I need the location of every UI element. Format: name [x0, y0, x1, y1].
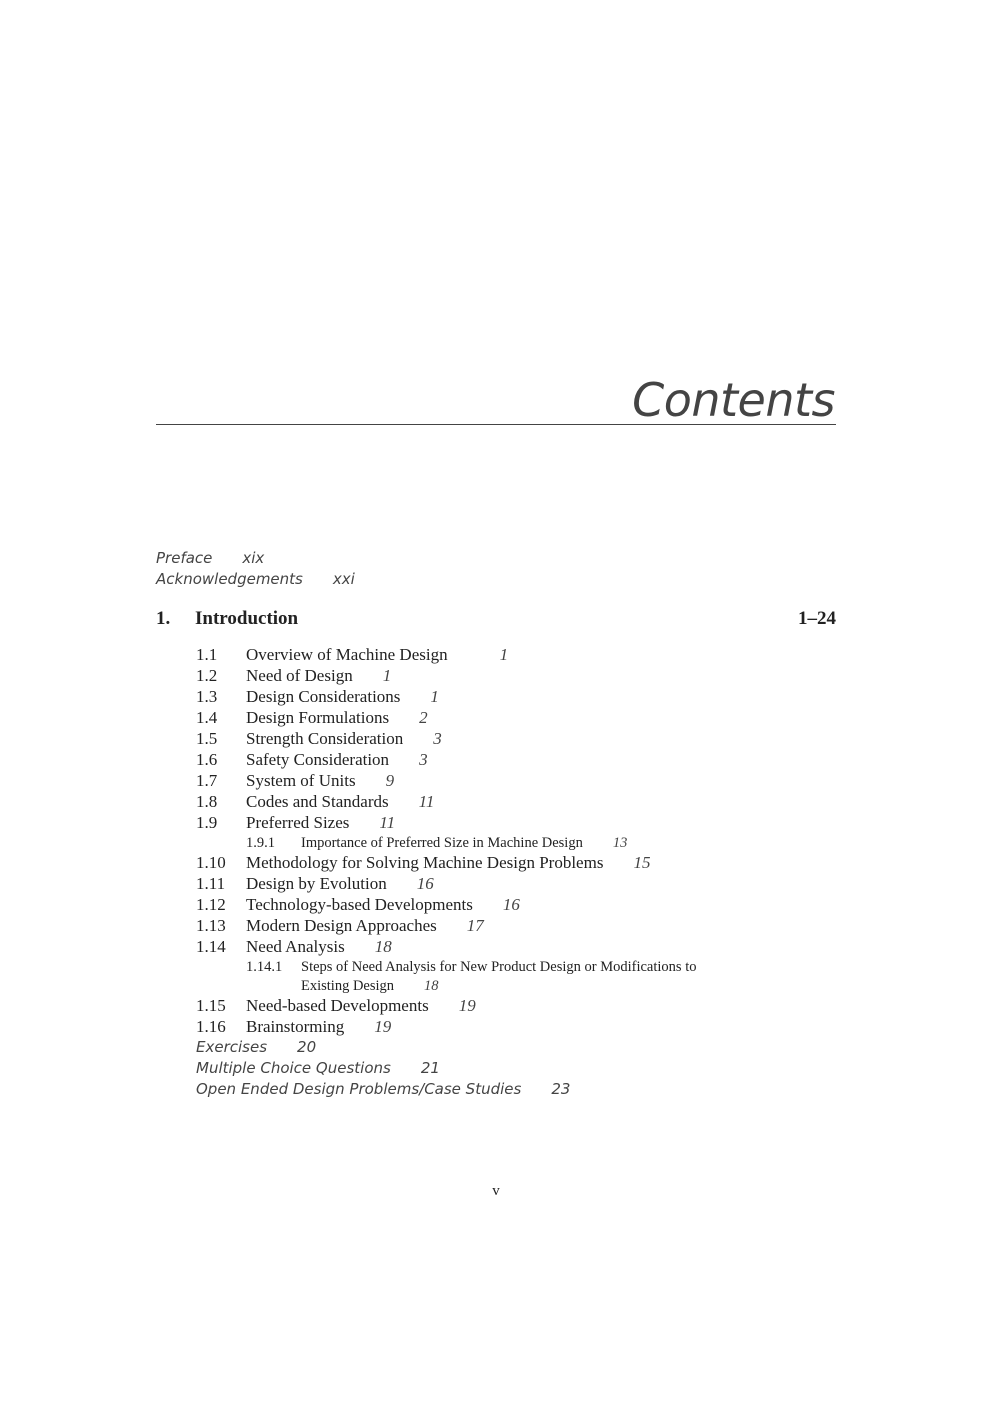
subsection-page: 18	[424, 978, 439, 994]
subsection-title: Steps of Need Analysis for New Product Design or Modifications to	[301, 959, 697, 975]
entry-page: 21	[420, 1059, 440, 1077]
section-page: 1	[382, 666, 392, 685]
entry-label: Multiple Choice Questions	[196, 1059, 391, 1077]
section-title: Design Considerations	[246, 687, 401, 706]
section-page: 18	[374, 937, 392, 956]
page-title: Contents	[632, 373, 835, 427]
section-title: Need Analysis	[246, 937, 345, 956]
section-page: 9	[385, 771, 395, 790]
section-title-wrap	[246, 707, 428, 728]
section-title-wrap	[246, 812, 395, 833]
toc-entry-open-ended[interactable]	[196, 1079, 570, 1100]
entry-label: Preface	[156, 549, 213, 567]
subsection-title-wrap	[301, 977, 439, 996]
section-title-wrap	[246, 791, 434, 812]
section-number: 1.14	[196, 937, 226, 956]
section-title-wrap	[246, 686, 439, 707]
section-title: Technology-based Developments	[246, 895, 473, 914]
title-rule	[156, 424, 836, 425]
section-number: 1.16	[196, 1017, 226, 1036]
section-title: Preferred Sizes	[246, 813, 350, 832]
chapter-title: Introduction	[195, 608, 299, 629]
subsection-title-wrap	[301, 834, 627, 853]
section-title-wrap	[246, 894, 520, 915]
section-page: 1	[499, 645, 509, 664]
section-title: System of Units	[246, 771, 356, 790]
entry-label: Acknowledgements	[156, 570, 303, 588]
section-title-wrap	[246, 936, 392, 957]
section-title: Methodology for Solving Machine Design Problems	[246, 853, 604, 872]
section-number: 1.6	[196, 750, 218, 769]
section-title-wrap	[246, 873, 434, 894]
section-title-wrap	[246, 728, 442, 749]
toc-entry-preface[interactable]	[156, 548, 264, 569]
entry-label: Exercises	[196, 1038, 268, 1056]
section-title: Codes and Standards	[246, 792, 389, 811]
section-title: Modern Design Approaches	[246, 916, 437, 935]
section-title: Safety Consideration	[246, 750, 390, 769]
section-page: 16	[502, 895, 520, 914]
section-page: 2	[419, 708, 428, 727]
section-title: Design by Evolution	[246, 874, 387, 893]
section-page: 15	[633, 853, 651, 872]
toc-entry-mcq[interactable]	[196, 1058, 440, 1079]
page-number: v	[492, 1183, 500, 1199]
section-title-wrap	[246, 915, 484, 936]
section-title: Need of Design	[246, 666, 353, 685]
section-page: 1	[430, 687, 439, 706]
section-title-wrap	[246, 644, 508, 665]
section-page: 11	[418, 792, 435, 811]
section-number: 1.13	[196, 916, 226, 935]
toc-entry-exercises[interactable]	[196, 1037, 316, 1058]
section-number: 1.15	[196, 996, 226, 1015]
section-page: 19	[458, 996, 476, 1015]
section-number: 1.11	[196, 874, 226, 893]
section-number: 1.10	[196, 853, 226, 872]
entry-label: Open Ended Design Problems/Case Studies	[196, 1080, 522, 1098]
toc-entry-acknowledgements[interactable]	[156, 569, 355, 590]
entry-page: xix	[242, 549, 265, 567]
section-title-wrap	[246, 852, 650, 873]
section-number: 1.7	[196, 771, 218, 790]
chapter-number: 1.	[156, 608, 171, 629]
section-number: 1.12	[196, 895, 226, 914]
section-title: Strength Consideration	[246, 729, 404, 748]
section-page: 3	[433, 729, 442, 748]
section-number: 1.9	[196, 813, 218, 832]
section-title-wrap	[246, 770, 394, 791]
section-number: 1.3	[196, 687, 218, 706]
section-number: 1.5	[196, 729, 218, 748]
section-title-wrap	[246, 665, 391, 686]
subsection-title: Importance of Preferred Size in Machine Design	[301, 835, 583, 851]
section-number: 1.1	[196, 645, 218, 664]
section-number: 1.4	[196, 708, 218, 727]
subsection-title-continued: Existing Design	[301, 978, 395, 994]
entry-page: 23	[551, 1080, 571, 1098]
section-title: Brainstorming	[246, 1017, 345, 1036]
section-number: 1.8	[196, 792, 218, 811]
section-title: Design Formulations	[246, 708, 390, 727]
subsection-number: 1.14.1	[246, 959, 283, 975]
section-page: 11	[379, 813, 396, 832]
section-title: Need-based Developments	[246, 996, 429, 1015]
section-page: 17	[466, 916, 484, 935]
section-title-wrap	[246, 1016, 391, 1037]
chapter-page-range: 1–24	[798, 608, 836, 629]
section-number: 1.2	[196, 666, 218, 685]
section-page: 19	[374, 1017, 392, 1036]
section-title-wrap	[246, 749, 428, 770]
section-page: 3	[419, 750, 428, 769]
toc-chapter-1[interactable]	[156, 608, 836, 634]
subsection-page: 13	[612, 835, 628, 851]
entry-page: 20	[297, 1038, 317, 1056]
section-page: 16	[416, 874, 434, 893]
subsection-number: 1.9.1	[246, 835, 275, 851]
entry-page: xxi	[332, 570, 355, 588]
section-title: Overview of Machine Design	[246, 645, 448, 664]
section-title-wrap	[246, 995, 476, 1016]
